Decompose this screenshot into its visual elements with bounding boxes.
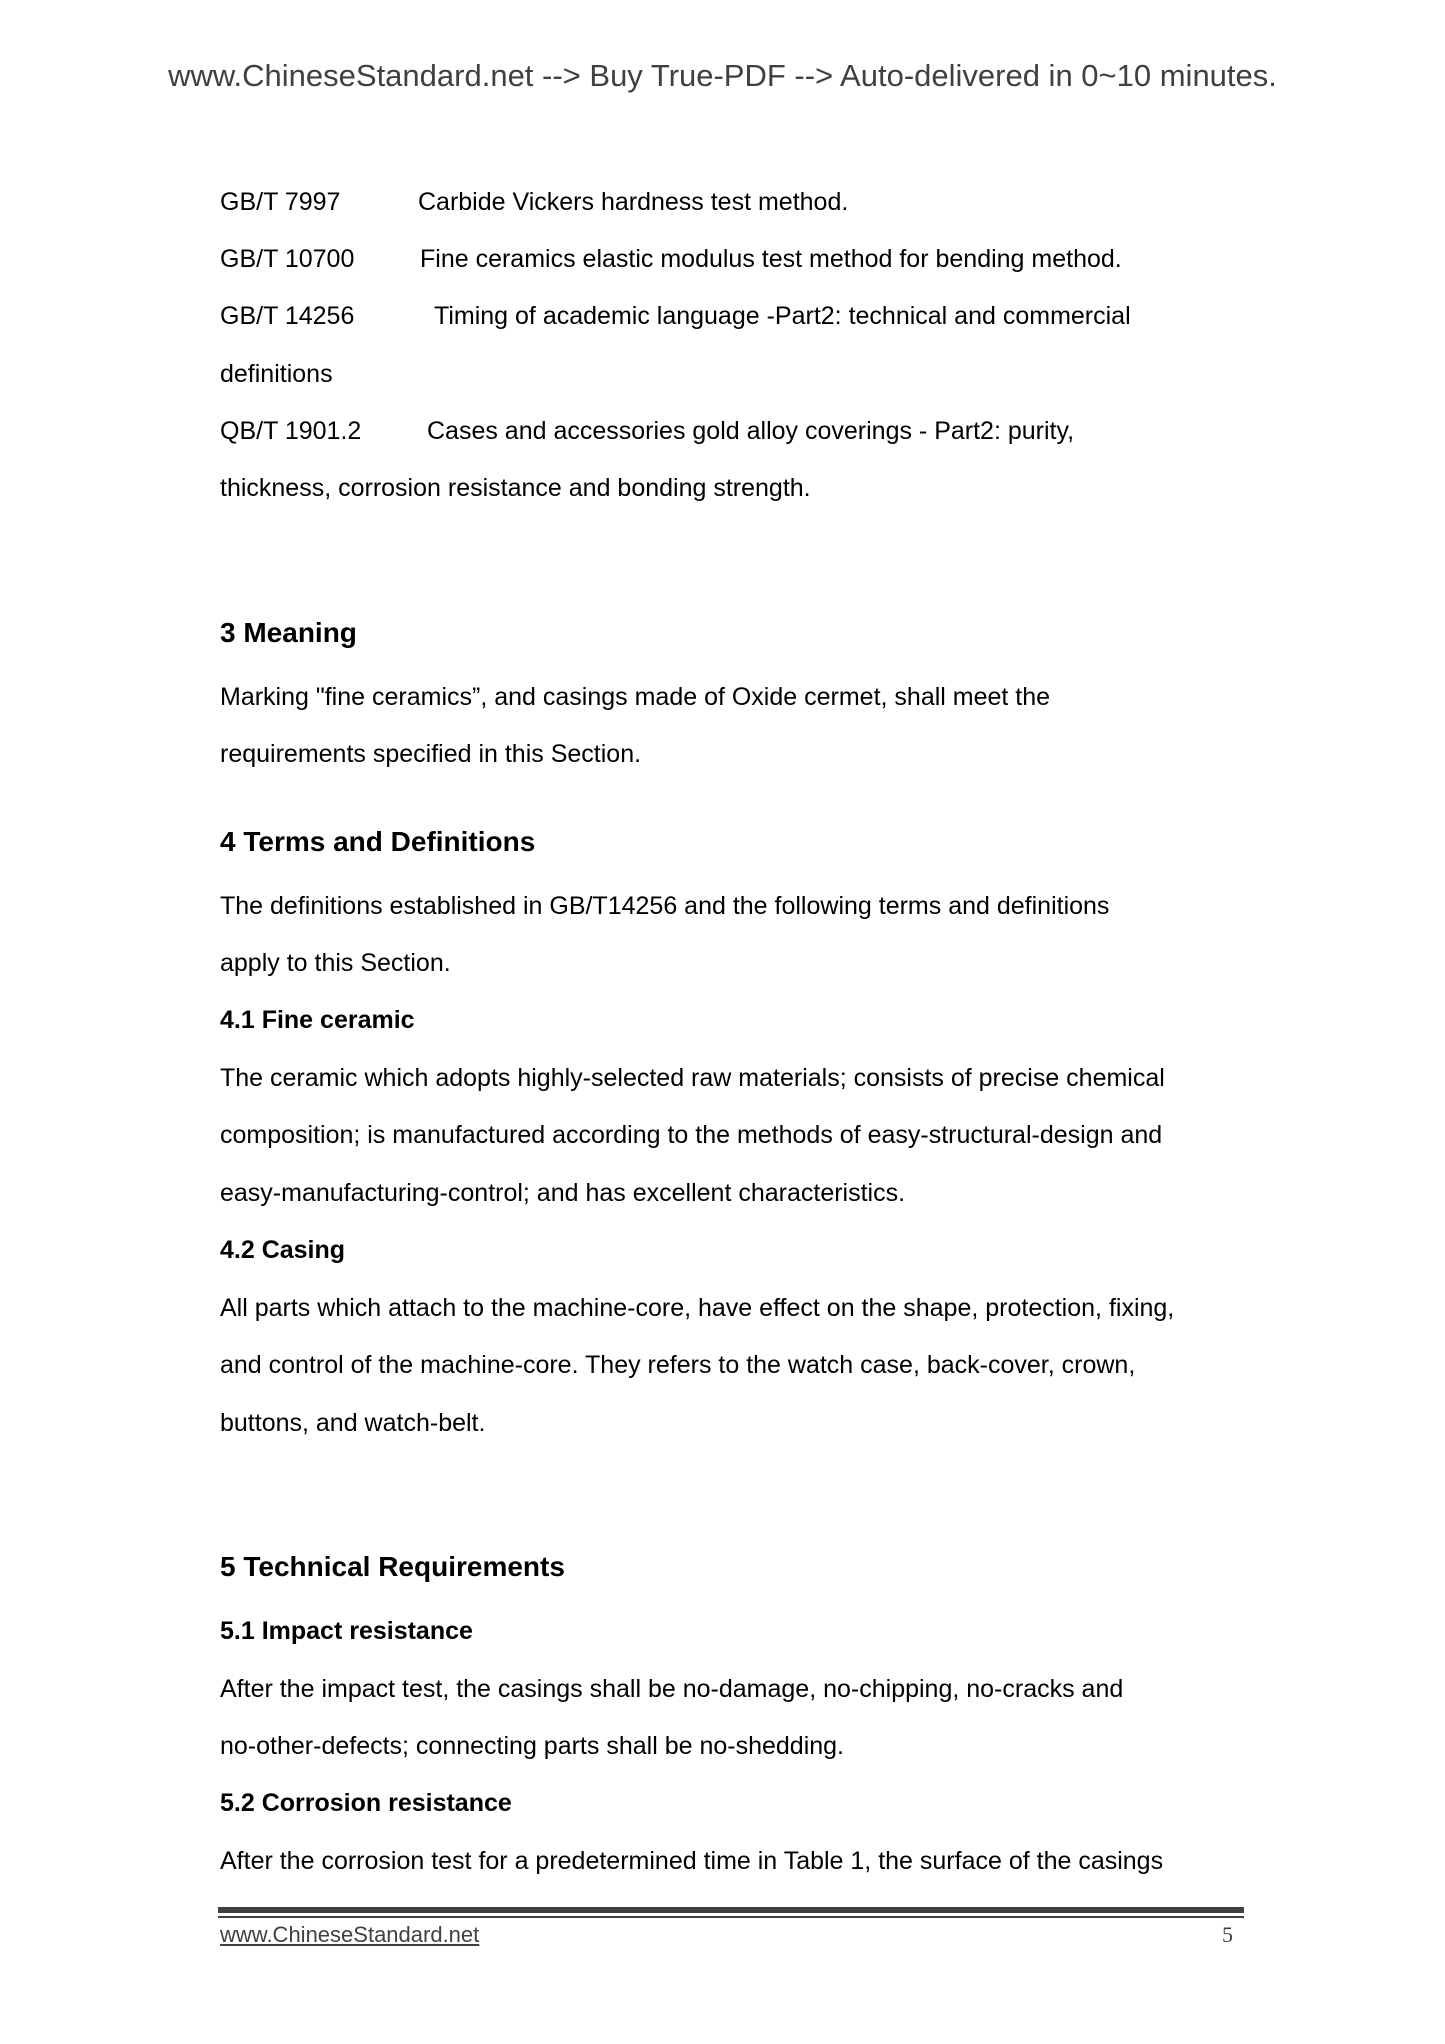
reference-code: GB/T 14256 xyxy=(220,302,355,330)
reference-title: Timing of academic language -Part2: technical and commercial xyxy=(434,302,1131,330)
reference-code: QB/T 1901.2 xyxy=(220,417,362,445)
section-3-text: Marking "fine ceramics”, and casings made of Oxide cermet, shall meet the xyxy=(220,683,1051,711)
section-5-heading: 5 Technical Requirements xyxy=(220,1551,565,1582)
reference-continuation: thickness, corrosion resistance and bonding strength. xyxy=(220,474,811,502)
footer-divider-thin xyxy=(218,1916,1244,1918)
section-4-1-text: The ceramic which adopts highly-selected raw materials; consists of precise chemical xyxy=(220,1064,1165,1092)
section-3-text: requirements specified in this Section. xyxy=(220,740,642,768)
section-4-2-heading: 4.2 Casing xyxy=(220,1236,346,1264)
reference-code: GB/T 10700 xyxy=(220,245,355,273)
section-4-2-text: and control of the machine-core. They refers to the watch case, back-cover, crown, xyxy=(220,1351,1136,1379)
reference-code: GB/T 7997 xyxy=(220,188,341,216)
reference-continuation: definitions xyxy=(220,360,333,388)
section-5-1-heading: 5.1 Impact resistance xyxy=(220,1617,473,1645)
section-4-text: The definitions established in GB/T14256 and the following terms and definitions xyxy=(220,892,1110,920)
section-5-1-text: After the impact test, the casings shall be no-damage, no-chipping, no-cracks and xyxy=(220,1675,1124,1703)
section-5-1-text: no-other-defects; connecting parts shall be no-shedding. xyxy=(220,1732,844,1760)
reference-title: Cases and accessories gold alloy coverings - Part2: purity, xyxy=(427,417,1075,445)
section-3-heading: 3 Meaning xyxy=(220,617,357,648)
section-4-2-text: All parts which attach to the machine-core, have effect on the shape, protection, fixing, xyxy=(220,1294,1175,1322)
section-4-text: apply to this Section. xyxy=(220,949,451,977)
section-5-2-heading: 5.2 Corrosion resistance xyxy=(220,1789,512,1817)
section-4-1-text: easy-manufacturing-control; and has excellent characteristics. xyxy=(220,1179,906,1207)
page-number: 5 xyxy=(1222,1922,1233,1947)
section-4-1-text: composition; is manufactured according to the methods of easy-structural-design and xyxy=(220,1121,1163,1149)
section-4-2-text: buttons, and watch-belt. xyxy=(220,1409,486,1437)
footer-site-link[interactable]: www.ChineseStandard.net xyxy=(220,1922,480,1947)
section-4-heading: 4 Terms and Definitions xyxy=(220,826,536,857)
reference-title: Fine ceramics elastic modulus test method for bending method. xyxy=(420,245,1122,273)
header-banner: www.ChineseStandard.net --> Buy True-PDF --> Auto-delivered in 0~10 minutes. xyxy=(168,58,1277,93)
section-5-2-text: After the corrosion test for a predetermined time in Table 1, the surface of the casings xyxy=(220,1847,1164,1875)
reference-title: Carbide Vickers hardness test method. xyxy=(418,188,849,216)
section-4-1-heading: 4.1 Fine ceramic xyxy=(220,1006,415,1034)
footer-divider xyxy=(218,1907,1244,1913)
